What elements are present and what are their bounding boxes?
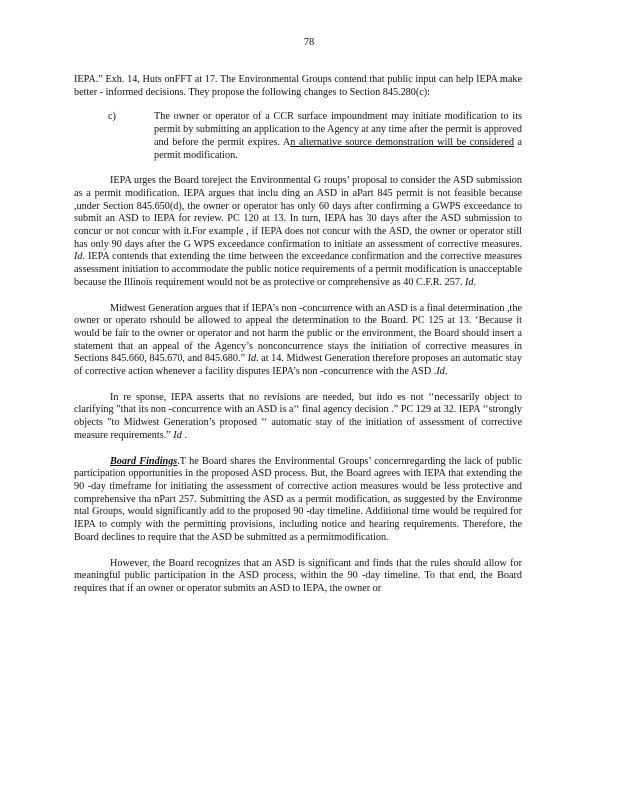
citation-id: Id xyxy=(436,366,445,378)
text-run: . xyxy=(473,276,477,288)
text-run: . IEPA contends that extending the time between the exceedance confirmation and the corrective measures assessment initiation to accommodate the public notice requirements of a permit modification is unacceptable because the Illinois requirement would not be as protective or comprehensive as 40 C.F.R. 257. xyxy=(74,251,522,288)
document-body xyxy=(74,74,522,596)
subsection-text xyxy=(154,111,522,162)
paragraph-however: However, the Board recognizes that an ASD is significant and finds that the rules should allow for meaningful public participation in the ASD process, within the 90 -day timeline. To that end, the Board requires that if an owner or operator submits an ASD to IEPA, the owner or xyxy=(74,557,522,594)
paragraph-continuation: IEPA.” Exh. 14, Huts onFFT at 17. The Environmental Groups contend that public input can help IEPA make better - informed decisions. They propose the following changes to Section 845.280(c): xyxy=(74,74,522,98)
subsection-text-start: The owner or operator of a CCR surface impoundment may initiate modification to its permit by submitting an application to the Agency at any time after the permit is approved and before the permit expires. A xyxy=(154,111,522,148)
paragraph-iepa-urges xyxy=(74,175,522,289)
citation-id: Id xyxy=(465,276,474,288)
paragraph-board-findings xyxy=(74,456,522,545)
subsection-text-end: a permit modification. xyxy=(154,136,523,161)
paragraph-midwest-generation xyxy=(74,303,522,379)
citation-id: Id xyxy=(173,429,182,441)
page-number: 78 xyxy=(303,37,315,48)
subsection-label: c) xyxy=(108,111,116,123)
text-run: . xyxy=(181,429,187,441)
paragraph-iepa-response xyxy=(74,392,522,443)
text-run: . at 14. Midwest Generation therefore proposes an automatic stay of corrective action whenever a facility disputes IEPA’s non -concurrence with the ASD . xyxy=(74,353,522,378)
citation-id: Id xyxy=(247,353,257,365)
text-run: . xyxy=(444,366,448,378)
text-run: In re sponse, IEPA asserts that no revisions are needed, but itdo es not ‘‘necessarily object to clarifying ”that its non -concurrence with an ASD is a‘‘ final agency decision .” PC 129 at 32. IEPA ‘‘strongly objects ”to Midwest Generation’s proposed ‘‘ automatic stay of the initiation of assessment of corrective measure requirements.” xyxy=(74,391,522,441)
text-run: IEPA urges the Board toreject the Environmental G roups’ proposal to consider the ASD submission as a permit modification. IEPA argues that inclu ding an ASD in aPart 845 permit is not feasible because ,under Section 845.650(d), the owner or operator has only 60 days after confirming a GWPS exceedance to submit an ASD to IEPA for review. PC 120 at 13. In turn, IEPA has 30 days after the ASD submission to concur or not concur with it.For example , if IEPA does not concur with the ASD, the owner or operator still has only 90 days after the G WPS exceedance confirmation to initiate an assessment of corrective measures. xyxy=(74,175,522,250)
text-run: .T he Board shares the Environmental Groups’ concernregarding the lack of public participation opportunities in the proposed ASD process. But, the Board agrees with IEPA that extending the 90 -day timeframe for initiating the assessment of corrective action measures would be less protective and comprehensive tha nPart 257. Submitting the ASD as a permit modification, as suggested by the Environme ntal Groups, would significantly add to the proposed 90 -day timeline. Additional time would be required for IEPA to comply with the permitting provisions, including notice and hearing requirements. Therefore, the Board declines to require that the ASD be submitted as a permitmodification. xyxy=(74,455,522,543)
section-heading: Board Findings xyxy=(110,455,178,467)
citation-id: Id xyxy=(74,251,83,263)
subsection-text-underlined: n alternative source demonstration will be considered xyxy=(290,136,514,148)
proposed-rule-text xyxy=(108,111,522,162)
text-run: Midwest Generation argues that if IEPA’s non -concurrence with an ASD is a final determination ,the owner or operato rshould be allowed to appeal the determination to the Board. PC 125 at 13. ‘Because it would be fair to the owner or operator and not harm the public or the environment, the Board should insert a statement that an appeal of the Agency’s nonconcurrence stays the initiation of corrective measures in Sections 845.660, 845.670, and 845.680.” xyxy=(74,302,522,365)
